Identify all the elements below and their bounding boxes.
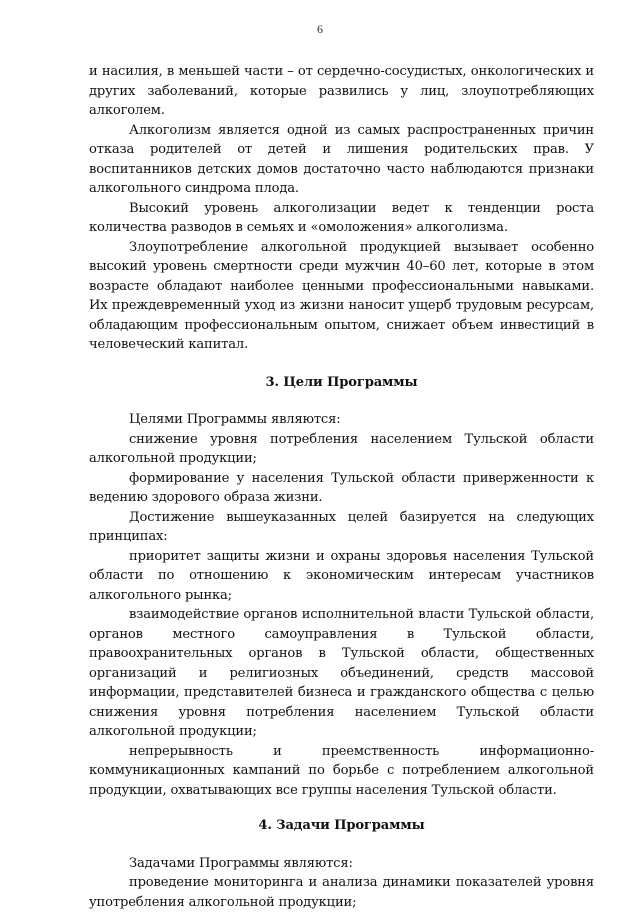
paragraph: Достижение вышеуказанных целей базируется на следующих принципах: bbox=[89, 509, 594, 544]
paragraph: проведение мониторинга и анализа динамики показателей уровня употребления алкогольной продукции; bbox=[89, 875, 594, 910]
section-heading-tasks: 4. Задачи Программы bbox=[258, 818, 425, 833]
page-content bbox=[89, 62, 594, 912]
paragraph: Алкоголизм является одной из самых распространенных причин отказа родителей от детей и лишения родительских прав. У воспитанников детских домов достаточно часто наблюдаются признаки алкогольного синдрома плода. bbox=[89, 122, 594, 196]
paragraph: снижение уровня потребления населением Тульской области алкогольной продукции; bbox=[89, 431, 594, 466]
paragraph: Целями Программы являются: bbox=[129, 412, 341, 427]
page-number: 6 bbox=[317, 22, 323, 36]
paragraph: непрерывность и преемственность информационно-коммуникационных кампаний по борьбе с потреблением алкогольной продукции, охватывающих все группы населения Тульской области. bbox=[89, 743, 594, 798]
paragraph: и насилия, в меньшей части – от сердечно-сосудистых, онкологических и других заболеваний, которые развились у лиц, злоупотребляющих алкоголем. bbox=[89, 64, 594, 118]
paragraph: формирование у населения Тульской области приверженности к ведению здорового образа жизни. bbox=[89, 470, 594, 505]
paragraph: Высокий уровень алкоголизации ведет к тенденции роста количества разводов в семьях и «омоложения» алкоголизма. bbox=[89, 200, 594, 235]
section-heading-goals: 3. Цели Программы bbox=[265, 374, 418, 390]
paragraph: приоритет защиты жизни и охраны здоровья населения Тульской области по отношению к экономическим интересам участников алкогольного рынка; bbox=[89, 548, 594, 603]
paragraph: взаимодействие органов исполнительной власти Тульской области, органов местного самоуправления в Тульской области, правоохранительных органов в Тульской области, общественных организаций и религиозных объединений, средств массовой информации, представителей бизнеса и гражданского общества с целью снижения уровня потребления населением Тульской области алкогольной продукции; bbox=[89, 607, 594, 739]
paragraph: Задачами Программы являются: bbox=[129, 855, 353, 871]
paragraph: Злоупотребление алкогольной продукцией вызывает особенно высокий уровень смертности среди мужчин 40–60 лет, которые в этом возрасте обладают наиболее ценными профессиональными навыками. Их преждевременный уход из жизни наносит ущерб трудовым ресурсам, обладающим профессиональным опытом, снижает объем инвестиций в человеческий капитал. bbox=[89, 239, 594, 352]
